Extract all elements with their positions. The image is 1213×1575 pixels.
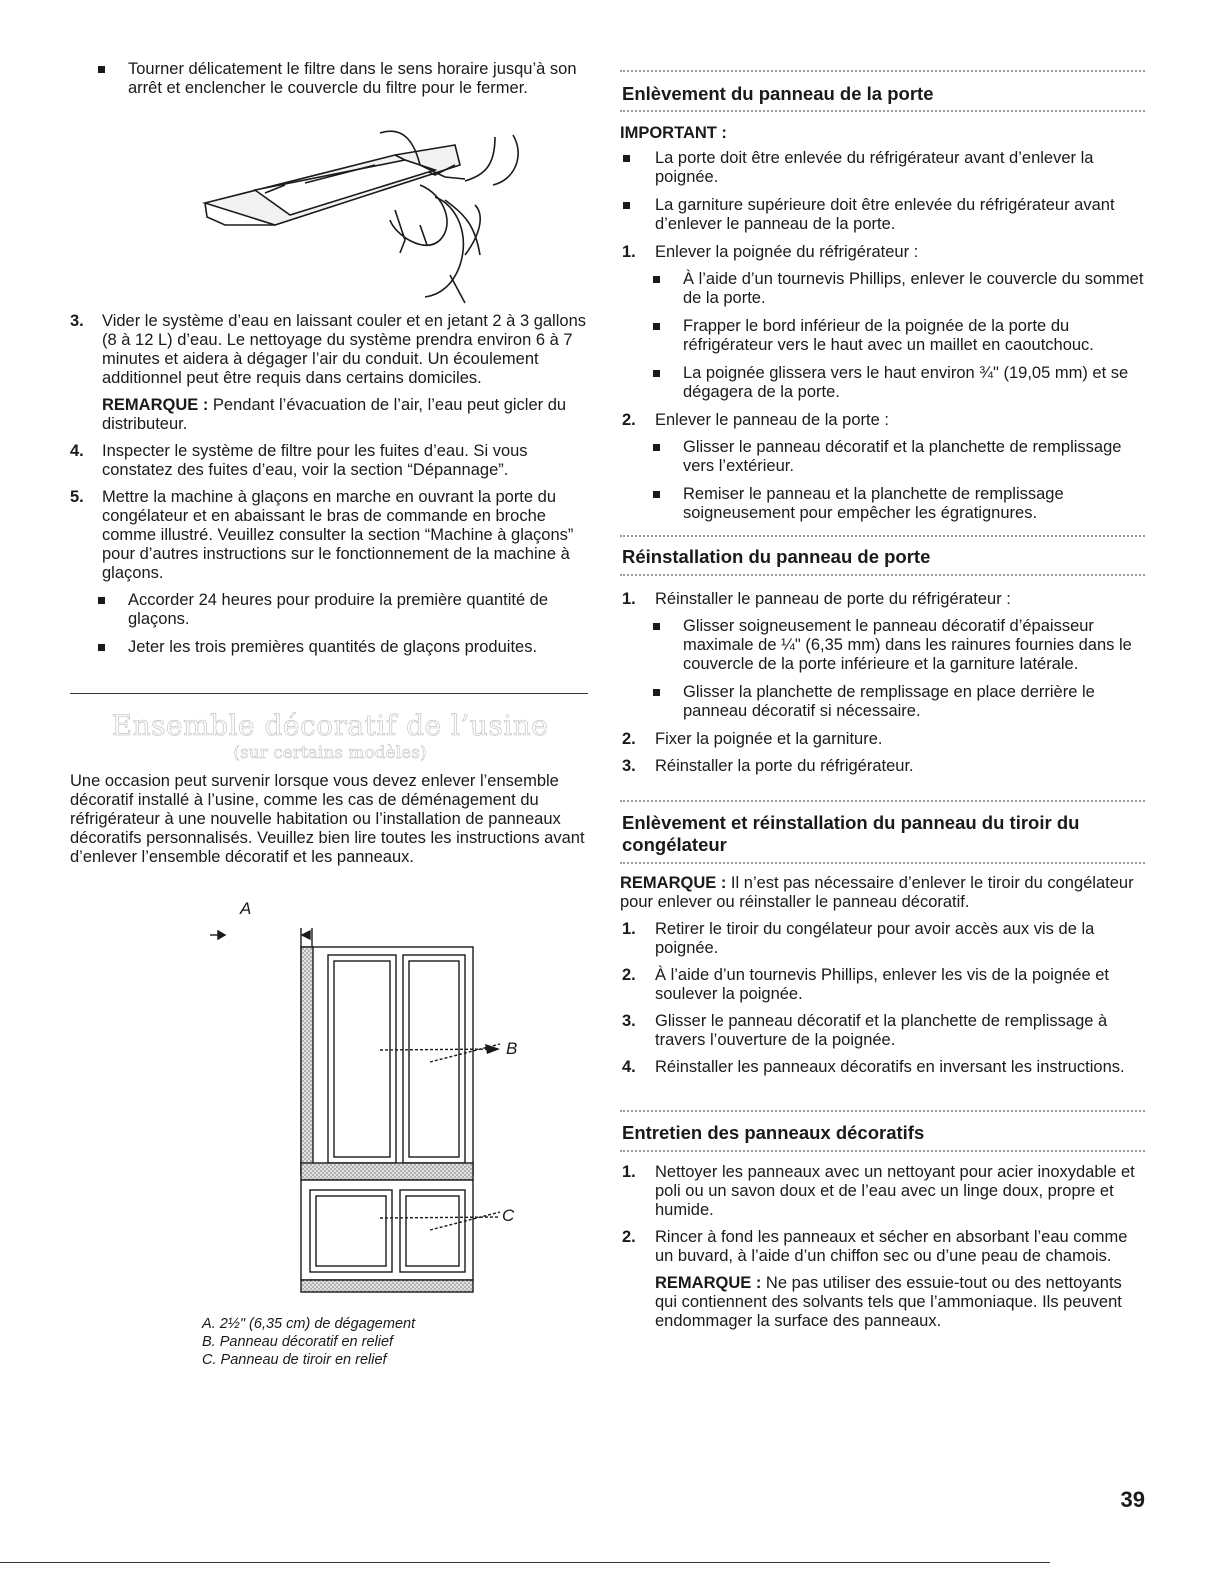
section-rule bbox=[620, 70, 1145, 72]
footer-rule bbox=[0, 1562, 1050, 1563]
step-5-bullet: Jeter les trois premières quantités de glaçons produites. bbox=[70, 638, 590, 657]
important-label: IMPORTANT : bbox=[620, 124, 727, 142]
step-3-note: REMARQUE : Pendant l’évacuation de l’air, l’eau peut gicler du distributeur. bbox=[102, 396, 567, 433]
step-4: 4. Inspecter le système de filtre pour les fuites d’eau. Si vous constatez des fuites d’eau, voir la section “Dépannage”. bbox=[70, 442, 528, 479]
section-paragraph: Une occasion peut survenir lorsque vous devez enlever l’ensemble décoratif installé à l’usine, comme les cas de déménagement du réfrigérateur à une nouvelle habitation ou l’installation de panneaux décoratifs personnalisés. Veuillez bien lire toutes les instructions avant d’enlever l’ensemble décoratif et les panneaux. bbox=[70, 772, 585, 866]
section-rule bbox=[620, 535, 1145, 537]
sec3-step: 3. Glisser le panneau décoratif et la planchette de remplissage à travers l’ouverture de la poignée. bbox=[622, 1012, 1108, 1049]
sec1-step-1-bullet: La poignée glissera vers le haut environ ¾" (19,05 mm) et se dégagera de la porte. bbox=[620, 364, 1145, 402]
sec1-step-2: 2. Enlever le panneau de la porte : bbox=[622, 411, 889, 429]
panel-care-heading: Entretien des panneaux décoratifs bbox=[622, 1122, 925, 1143]
door-panel-reinstall-heading: Réinstallation du panneau de porte bbox=[622, 546, 931, 567]
section-rule bbox=[620, 800, 1145, 802]
sec4-note: REMARQUE : Ne pas utiliser des essuie-tout ou des nettoyants qui contiennent des solvants tels que l’ammoniaque. Ils peuvent endommager la surface des panneaux. bbox=[655, 1274, 1122, 1330]
sec2-step-3: 3. Réinstaller la porte du réfrigérateur. bbox=[622, 757, 914, 775]
sec2-step-1-bullet: Glisser soigneusement le panneau décoratif d’épaisseur maximale de ¼" (6,35 mm) dans les rainures fournies dans le couvercle de la porte inférieure et la garniture latérale. bbox=[620, 617, 1145, 674]
filter-close-bullet: Tourner délicatement le filtre dans le sens horaire jusqu’à son arrêt et enclencher le couvercle du filtre pour le fermer. bbox=[70, 60, 590, 98]
section-subtitle: (sur certains modèles) bbox=[233, 743, 427, 763]
step-5-bullet: Accorder 24 heures pour produire la première quantité de glaçons. bbox=[70, 591, 590, 629]
caption-c: C. Panneau de tiroir en relief bbox=[202, 1352, 387, 1368]
sec2-step-1-bullet: Glisser la planchette de remplissage en place derrière le panneau décoratif si nécessaire. bbox=[620, 683, 1145, 721]
sec3-note: REMARQUE : Il n’est pas nécessaire d’enlever le tiroir du congélateur pour enlever ou réinstaller le panneau décoratif. bbox=[620, 874, 1134, 911]
door-panel-diagram bbox=[200, 922, 530, 1300]
sec2-step-1: 1. Réinstaller le panneau de porte du réfrigérateur : bbox=[622, 590, 1011, 608]
sec3-step: 1. Retirer le tiroir du congélateur pour avoir accès aux vis de la poignée. bbox=[622, 920, 1095, 957]
sec1-step-1: 1. Enlever la poignée du réfrigérateur : bbox=[622, 243, 919, 261]
fig-label-c: C bbox=[502, 1206, 515, 1225]
drawer-panel-heading: Enlèvement et réinstallation du panneau du tiroir du congélateur bbox=[622, 812, 1080, 855]
fig-label-a: A bbox=[240, 899, 252, 918]
sec1-step-2-bullet: Glisser le panneau décoratif et la planchette de remplissage vers l’extérieur. bbox=[620, 438, 1145, 476]
section-rule bbox=[620, 574, 1145, 576]
section-divider bbox=[70, 693, 588, 694]
section-rule bbox=[620, 1110, 1145, 1112]
sec3-step: 2. À l’aide d’un tournevis Phillips, enlever les vis de la poignée et soulever la poignée. bbox=[622, 966, 1110, 1003]
filter-illustration bbox=[195, 125, 545, 305]
important-bullet: La garniture supérieure doit être enlevée du réfrigérateur avant d’enlever le panneau de la porte. bbox=[620, 196, 1145, 234]
caption-b: B. Panneau décoratif en relief bbox=[202, 1334, 394, 1350]
step-5: 5. Mettre la machine à glaçons en marche en ouvrant la porte du congélateur et en abaissant le bras de commande en broche comme illustré. Veuillez consulter la section “Machine à glaçons” pour d’autres instructions sur le fonctionnement de la machine à glaçons. bbox=[70, 488, 574, 582]
sec1-step-1-bullet: Frapper le bord inférieur de la poignée de la porte du réfrigérateur vers le haut avec un maillet en caoutchouc. bbox=[620, 317, 1145, 355]
sec1-step-1-bullet: À l’aide d’un tournevis Phillips, enlever le couvercle du sommet de la porte. bbox=[620, 270, 1145, 308]
section-rule bbox=[620, 862, 1145, 864]
important-bullet: La porte doit être enlevée du réfrigérateur avant d’enlever la poignée. bbox=[620, 149, 1145, 187]
door-panel-removal-heading: Enlèvement du panneau de la porte bbox=[622, 83, 934, 104]
sec4-step: 2. Rincer à fond les panneaux et sécher en absorbant l’eau comme un buvard, à l’aide d’un chiffon sec ou d’une peau de chamois. bbox=[622, 1228, 1128, 1265]
step-3: 3. Vider le système d’eau en laissant couler et en jetant 2 à 3 gallons (8 à 12 L) d’eau. Le nettoyage du système prendra environ 6 à 7 minutes et aidera à dégager l’air du conduit. Un écoulement additionnel peut être requis dans certains domiciles. bbox=[70, 312, 586, 387]
sec4-step: 1. Nettoyer les panneaux avec un nettoyant pour acier inoxydable et poli ou un savon doux et de l’eau avec un linge doux, propre et humide. bbox=[622, 1163, 1135, 1219]
fig-label-b: B bbox=[506, 1039, 518, 1058]
sec2-step-2: 2. Fixer la poignée et la garniture. bbox=[622, 730, 883, 748]
page-number: 39 bbox=[1120, 1487, 1145, 1512]
caption-a: A. 2½" (6,35 cm) de dégagement bbox=[202, 1316, 416, 1332]
section-title: Ensemble décoratif de l’usine bbox=[111, 709, 549, 742]
sec1-step-2-bullet: Remiser le panneau et la planchette de remplissage soigneusement pour empêcher les égratignures. bbox=[620, 485, 1145, 523]
section-rule bbox=[620, 110, 1145, 112]
section-rule bbox=[620, 1150, 1145, 1152]
sec3-step: 4. Réinstaller les panneaux décoratifs en inversant les instructions. bbox=[622, 1058, 1125, 1076]
